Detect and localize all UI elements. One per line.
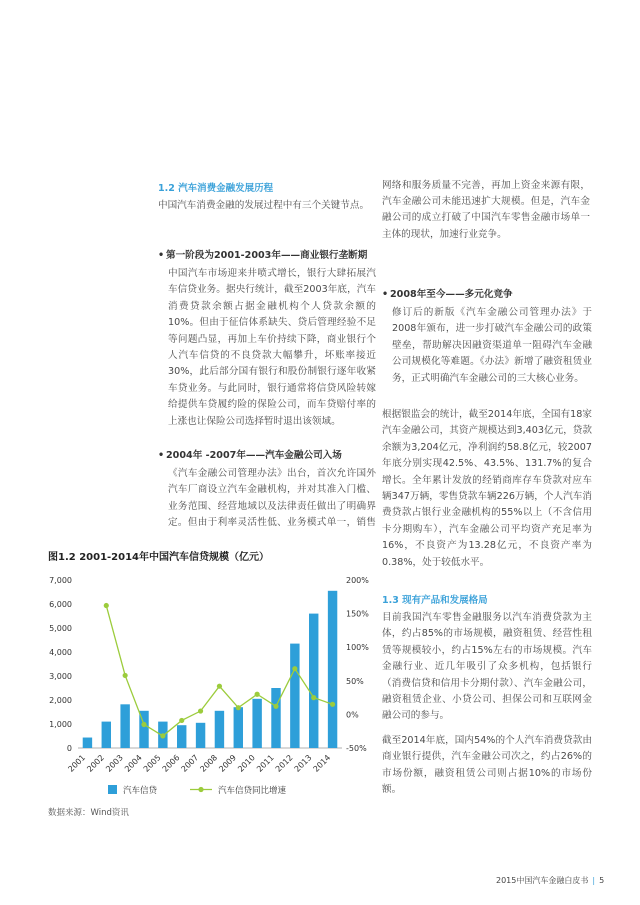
left-tick-label: 3,000 <box>49 672 72 681</box>
x-tick-label: 2013 <box>292 753 314 774</box>
growth-point <box>273 704 278 709</box>
left-tick-label: 7,000 <box>49 576 72 585</box>
x-tick-label: 2004 <box>122 753 144 774</box>
right-tick-label: 150% <box>346 609 369 619</box>
intro-paragraph: 中国汽车消费金融的发展过程中有三个关键节点。 <box>158 200 370 211</box>
footer-title: 2015中国汽车金融白皮书 <box>496 876 589 885</box>
legend-line-marker <box>198 787 203 792</box>
page-footer <box>496 875 604 886</box>
right-tick-label: -50% <box>346 744 367 753</box>
section-heading-1-3: 1.3 现有产品和发展格局 <box>382 595 488 606</box>
growth-point <box>160 733 165 738</box>
bar <box>83 738 92 748</box>
left-tick-label: 0 <box>66 744 72 753</box>
bar <box>177 725 186 748</box>
stage2-title: • 2004年 -2007年——汽车金融公司入场 <box>158 448 388 464</box>
growth-point <box>198 708 203 713</box>
data-source: 数据来源：Wind资讯 <box>48 808 129 818</box>
bar <box>290 644 299 748</box>
growth-point <box>141 722 146 727</box>
bar <box>120 704 129 748</box>
chart-title: 图1.2 2001-2014年中国汽车信贷规模（亿元） <box>48 552 270 563</box>
legend-bar-swatch <box>108 785 117 794</box>
growth-point <box>123 673 128 678</box>
left-tick-label: 2,000 <box>49 696 72 705</box>
left-tick-label: 6,000 <box>49 600 72 609</box>
bar <box>271 688 280 748</box>
bullet-icon: • <box>382 289 389 300</box>
bar <box>252 699 261 748</box>
stage3-paragraph: 修订后的新版《汽车金融公司管理办法》于2008年颁布，进一步打破汽车金融公司的政策壁垒，帮助解决因融资渠道单一阻碍汽车金融公司规模化等难题。《办法》新增了融资租赁业务，正式明确汽车金融公司的三大核心业务。 <box>392 307 592 384</box>
right-tick-label: 50% <box>346 676 364 686</box>
growth-point <box>311 695 316 700</box>
right-tick-label: 200% <box>346 576 369 585</box>
section-13-paragraph-1: 目前我国汽车零售金融服务以汽车消费贷款为主体，约占85%的市场规模，融资租赁、经营性租赁等规模较小，约占15%左右的市场规模。汽车金融行业、近几年吸引了众多机构，包括银行（消费信贷和信用卡分期付款）、汽车金融公司，融资租赁企业、小贷公司、担保公司和互联网金融公司的参与。 <box>382 612 592 722</box>
x-tick-label: 2006 <box>160 753 182 774</box>
credit-scale-chart <box>30 560 375 810</box>
stage1-title: • 第一阶段为2001-2003年——商业银行垄断期 <box>158 248 388 264</box>
x-tick-label: 2005 <box>141 753 163 774</box>
stage2-paragraph-col2: 网络和服务质量不完善，再加上资金来源有限，汽车金融公司未能迅速扩大规模。但是，汽车金融公司的成立打破了中国汽车零售金融市场单一主体的现状，加速行业竞争。 <box>382 179 590 240</box>
bullet-icon: • <box>158 450 165 461</box>
left-tick-label: 5,000 <box>49 624 72 633</box>
x-tick-label: 2009 <box>217 753 239 774</box>
bar <box>196 723 205 748</box>
bar <box>215 711 224 748</box>
growth-point <box>236 705 241 710</box>
x-tick-label: 2002 <box>85 753 107 774</box>
growth-point <box>330 702 335 707</box>
x-tick-label: 2007 <box>179 753 201 774</box>
stage2-paragraph-col1: 《汽车金融公司管理办法》出台，首次允许国外汽车厂商设立汽车金融机构，并对其准入门槛、业务范围、经营地域以及法律责任做出了明确界定。但由于利率灵活性低、业务模式单一，销售 <box>168 468 376 529</box>
x-tick-label: 2003 <box>104 753 125 774</box>
stage1-paragraph: 中国汽车市场迎来井喷式增长，银行大肆拓展汽车信贷业务。据央行统计，截至2003年底，汽车消费贷款余额占据金融机构个人贷款余额的10%。但由于征信体系缺失、贷后管理经验不足等问题凸显，再加上车价持续下降，商业银行个人汽车信贷的不良贷款大幅攀升，坏账率接近30%，此后部分国有银行和股份制银行逐年收紧车贷业务。与此同时，银行通常将信贷风险转嫁给提供车贷履约险的保险公司，而车贷赔付率的上涨也让保险公司选择暂时退出该领域。 <box>168 268 376 427</box>
x-tick-label: 2012 <box>273 753 295 774</box>
right-tick-label: 100% <box>346 643 369 653</box>
footer-separator: | <box>592 876 596 885</box>
bar <box>328 591 337 748</box>
growth-point <box>179 718 184 723</box>
page-number: 5 <box>599 876 605 885</box>
left-tick-label: 1,000 <box>49 720 72 729</box>
x-tick-label: 2010 <box>236 753 257 774</box>
left-tick-label: 4,000 <box>49 648 72 657</box>
growth-point <box>104 603 109 608</box>
growth-point <box>217 684 222 689</box>
x-tick-label: 2008 <box>198 753 220 774</box>
stats-paragraph: 根据银监会的统计，截至2014年底，全国有18家汽车金融公司，其资产规模达到3,403亿元，贷款余额为3,204亿元，净利润约58.8亿元，较2007年底分别实现42.5%、43.5%、131.7%的复合增长。全年累计发放的经销商库存车贷款对应车辆347万辆，零售贷款车辆226万辆，个人汽车消费贷款占银行业金融机构的55%以上（不含信用卡分期购车），汽车金融公司平均资产充足率为16%，不良资产为13.28亿元，不良资产率为0.38%，处于较低水平。 <box>382 409 592 568</box>
legend-bar-label: 汽车信贷 <box>123 786 158 796</box>
legend-line-label: 汽车信贷同比增速 <box>218 786 287 796</box>
growth-point <box>255 692 260 697</box>
right-tick-label: 0% <box>346 710 359 720</box>
section-13-paragraph-2: 截至2014年底，国内54%的个人汽车消费贷款由商业银行提供，汽车金融公司次之，约占26%的市场份额，融资租赁公司则占据10%的市场份额。 <box>382 735 592 796</box>
bullet-icon: • <box>158 250 165 261</box>
bar <box>309 614 318 748</box>
bar <box>102 722 111 748</box>
x-tick-label: 2014 <box>311 753 333 774</box>
x-tick-label: 2001 <box>66 753 88 774</box>
x-tick-label: 2011 <box>254 753 276 774</box>
stage3-title: • 2008年至今——多元化竞争 <box>382 287 612 303</box>
bar <box>234 707 243 748</box>
section-heading-1-2: 1.2 汽车消费金融发展历程 <box>158 183 274 194</box>
growth-point <box>292 666 297 671</box>
